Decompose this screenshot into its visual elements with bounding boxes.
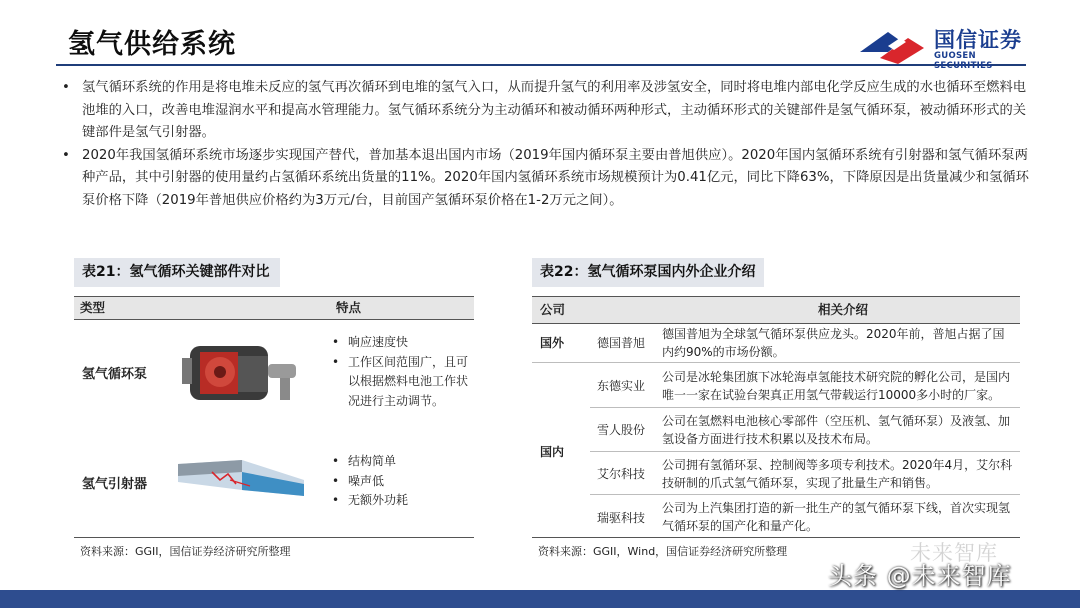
intro-bullets — [58, 77, 1030, 212]
feature-item: • 工作区间范围广，且可以根据燃料电池工作状况进行主动调节。 — [330, 353, 474, 412]
feature-item: • 结构简单 — [330, 452, 474, 472]
table22-header — [532, 296, 1020, 324]
bullet-text: 氢气循环系统的作用是将电堆未反应的氢气再次循环到电堆的氢气入口，从而提升氢气的利用率及涉氢安全，同时将电堆内部电化学反应生成的水也循环至燃料电池堆的入口，改善电堆湿润水平和提高水管理能力。氢气循环系统分为主动循环和被动循环两种形式，主动循环形式的关键部件是氢气循环泵，被动循环形式的关键部件是氢气引射器。 — [82, 80, 1027, 140]
table21-source: 资料来源：GGII，国信证券经济研究所整理 — [80, 545, 291, 558]
table22-row-divider — [590, 451, 1020, 452]
table21-type-ejector: 氢气引射器 — [82, 477, 148, 492]
table22-region-foreign: 国外 — [540, 336, 565, 350]
page-title: 氢气供给系统 — [68, 29, 236, 60]
table22-col-desc: 相关介绍 — [818, 302, 869, 317]
logo-text-cn: 国信证券 — [934, 28, 1022, 52]
table22-company-name: 瑞驱科技 — [597, 511, 646, 525]
table21-bottom-rule — [74, 537, 474, 538]
guosen-logo — [858, 24, 1028, 71]
table22-company-name: 德国普旭 — [597, 336, 646, 350]
table22-col-company: 公司 — [540, 302, 566, 317]
table21-caption: 表21：氢气循环关键部件对比 — [74, 258, 280, 287]
bullet-item: • 氢气循环系统的作用是将电堆未反应的氢气再次循环到电堆的氢气入口，从而提升氢气的利用率及涉氢安全，同时将电堆内部电化学反应生成的水也循环至燃料电池堆的入口，改善电堆湿润水平和提高水管理能力。氢气循环系统分为主动循环和被动循环两种形式，主动循环形式的关键部件是氢气循环泵，被动循环形式的关键部件是氢气引射器。 — [62, 80, 1027, 140]
table22-company-desc: 公司为上汽集团打造的新一批生产的氢气循环泵下线，首次实现氢气循环泵的国产化和量产化。 — [662, 501, 1011, 533]
table22-company-name: 艾尔科技 — [597, 467, 646, 481]
feature-item: • 响应速度快 — [330, 333, 474, 353]
table21-col-type: 类型 — [80, 300, 106, 315]
table21-col-features: 特点 — [336, 300, 362, 315]
table21-features-pump — [330, 333, 474, 411]
table22-region-domestic: 国内 — [540, 445, 565, 459]
table22-row-divider — [590, 407, 1020, 408]
feature-item: • 无额外功耗 — [330, 491, 474, 511]
table22-source: 资料来源：GGII，Wind，国信证券经济研究所整理 — [538, 545, 788, 558]
feature-item: • 噪声低 — [330, 472, 474, 492]
table22-company-desc: 公司拥有氢循环泵、控制阀等多项专利技术。2020年4月，艾尔科技研制的爪式氢气循环泵，实现了批量生产和销售。 — [662, 458, 1013, 490]
hydrogen-pump-image — [176, 330, 306, 414]
bullet-text: 2020年我国氢循环系统市场逐步实现国产替代，普加基本退出国内市场（2019年国内循环泵主要由普旭供应）。2020年国内氢循环系统有引射器和氢气循环泵两种产品，其中引射器的使用量约占氢循环系统出货量的11%。2020年国内氢循环系统市场规模预计为0.41亿元，同比下降63%，下降原因是出货量减少和氢循环泵价格下降（2019年普旭供应价格约为3万元/台，目前国产氢循环泵价格在1-2万元之间）。 — [82, 147, 1029, 208]
table21-header — [74, 296, 474, 320]
table22-company-desc: 公司在氢燃料电池核心零部件（空压机、氢气循环泵）及液氢、加氢设备方面进行技术积累以及技术布局。 — [662, 414, 1011, 446]
table22-company-name: 东德实业 — [597, 379, 646, 393]
footer-bar — [0, 590, 1080, 608]
watermark-text: 头条 @未来智库 — [828, 562, 1012, 590]
guosen-logo-icon — [858, 24, 928, 66]
table22-company-desc: 公司是冰轮集团旗下冰轮海卓氢能技术研究院的孵化公司，是国内唯一一家在试验台架真正用氢气带载运行10000多小时的厂家。 — [662, 370, 1011, 402]
table22-company-desc: 德国普旭为全球氢气循环泵供应龙头。2020年前，普旭占据了国内约90%的市场份额。 — [662, 327, 1005, 359]
table22-row-divider — [532, 362, 1020, 363]
watermark-faint: 未来智库 — [910, 541, 998, 565]
table21-type-pump: 氢气循环泵 — [82, 367, 148, 382]
hydrogen-ejector-image — [172, 450, 312, 510]
logo-text-en: GUOSEN SECURITIES — [934, 51, 993, 71]
table22-caption: 表22：氢气循环泵国内外企业介绍 — [532, 258, 764, 287]
table21-features-ejector — [330, 452, 474, 511]
bullet-item: • 2020年我国氢循环系统市场逐步实现国产替代，普加基本退出国内市场（2019年国内循环泵主要由普旭供应）。2020年国内氢循环系统有引射器和氢气循环泵两种产品，其中引射器的使用量约占氢循环系统出货量的11%。2020年国内氢循环系统市场规模预计为0.41亿元，同比下降63%，下降原因是出货量减少和氢循环泵价格下降（2019年普旭供应价格约为3万元/台，目前国产氢循环泵价格在1-2万元之间）。 — [62, 147, 1029, 208]
table22-company-name: 雪人股份 — [597, 423, 646, 437]
table22-row-divider — [590, 494, 1020, 495]
